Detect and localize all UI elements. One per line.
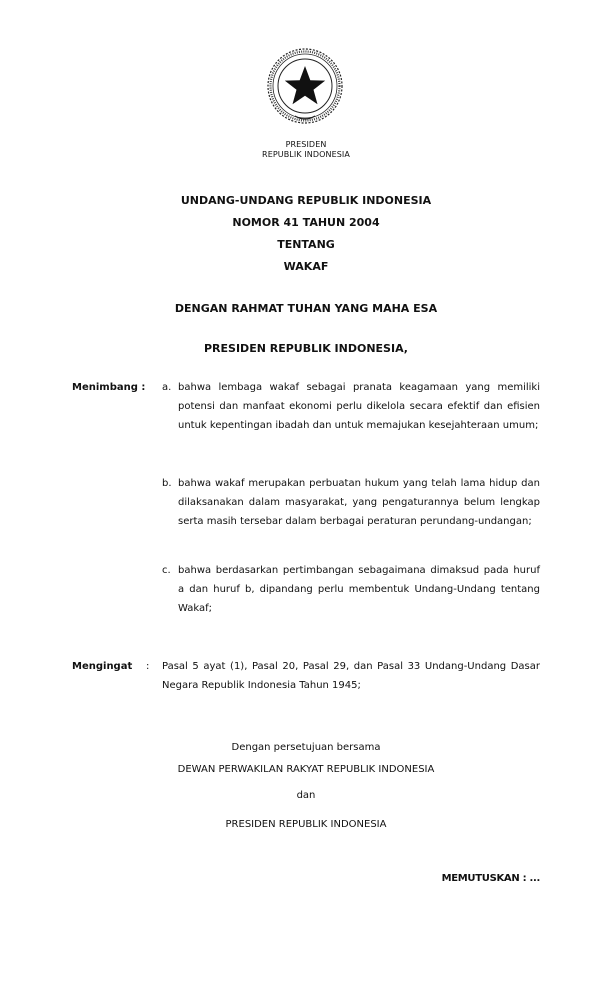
law-about-label: TENTANG xyxy=(277,238,335,251)
garuda-star-seal-icon xyxy=(265,46,345,126)
continuation-marker: MEMUTUSKAN : ... xyxy=(441,873,540,884)
header-line-republic: REPUBLIK INDONESIA xyxy=(262,150,350,159)
law-subject: WAKAF xyxy=(283,260,329,273)
menimbang-marker-b: b. xyxy=(162,478,172,489)
approval-president: PRESIDEN REPUBLIK INDONESIA xyxy=(225,819,387,830)
preamble-blessing: DENGAN RAHMAT TUHAN YANG MAHA ESA xyxy=(174,302,438,315)
mengingat-label: Mengingat xyxy=(72,661,133,672)
approval-joint: Dengan persetujuan bersama xyxy=(231,742,381,753)
menimbang-item-a: bahwa lembaga wakaf sebagai pranata keagamaan yang memiliki potensi dan manfaat ekonomi perlu dikelola secara efektif dan efisien untuk kepentingan ibadah dan untuk memajukan kesejahteraan umum; xyxy=(178,382,540,431)
mengingat-text: Pasal 5 ayat (1), Pasal 20, Pasal 29, dan Pasal 33 Undang-Undang Dasar Negara Republik Indonesia Tahun 1945; xyxy=(162,661,540,691)
preamble-president: PRESIDEN REPUBLIK INDONESIA, xyxy=(204,342,408,355)
menimbang-label: Menimbang : xyxy=(72,382,146,393)
menimbang-item-b: bahwa wakaf merupakan perbuatan hukum yang telah lama hidup dan dilaksanakan dalam masyarakat, yang pengaturannya belum lengkap serta masih tersebar dalam berbagai peraturan perundang-undangan; xyxy=(178,478,540,527)
menimbang-marker-c: c. xyxy=(162,565,171,576)
menimbang-item-c: bahwa berdasarkan pertimbangan sebagaimana dimaksud pada huruf a dan huruf b, dipandang perlu membentuk Undang-Undang tentang Wakaf; xyxy=(178,565,540,614)
menimbang-marker-a: a. xyxy=(162,382,172,393)
header-line-president: PRESIDEN xyxy=(285,140,327,149)
law-title: UNDANG-UNDANG REPUBLIK INDONESIA xyxy=(180,194,432,207)
approval-and: dan xyxy=(296,790,316,801)
approval-dpr: DEWAN PERWAKILAN RAKYAT REPUBLIK INDONESIA xyxy=(177,764,435,775)
mengingat-colon: : xyxy=(146,661,150,672)
law-number: NOMOR 41 TAHUN 2004 xyxy=(232,216,380,229)
